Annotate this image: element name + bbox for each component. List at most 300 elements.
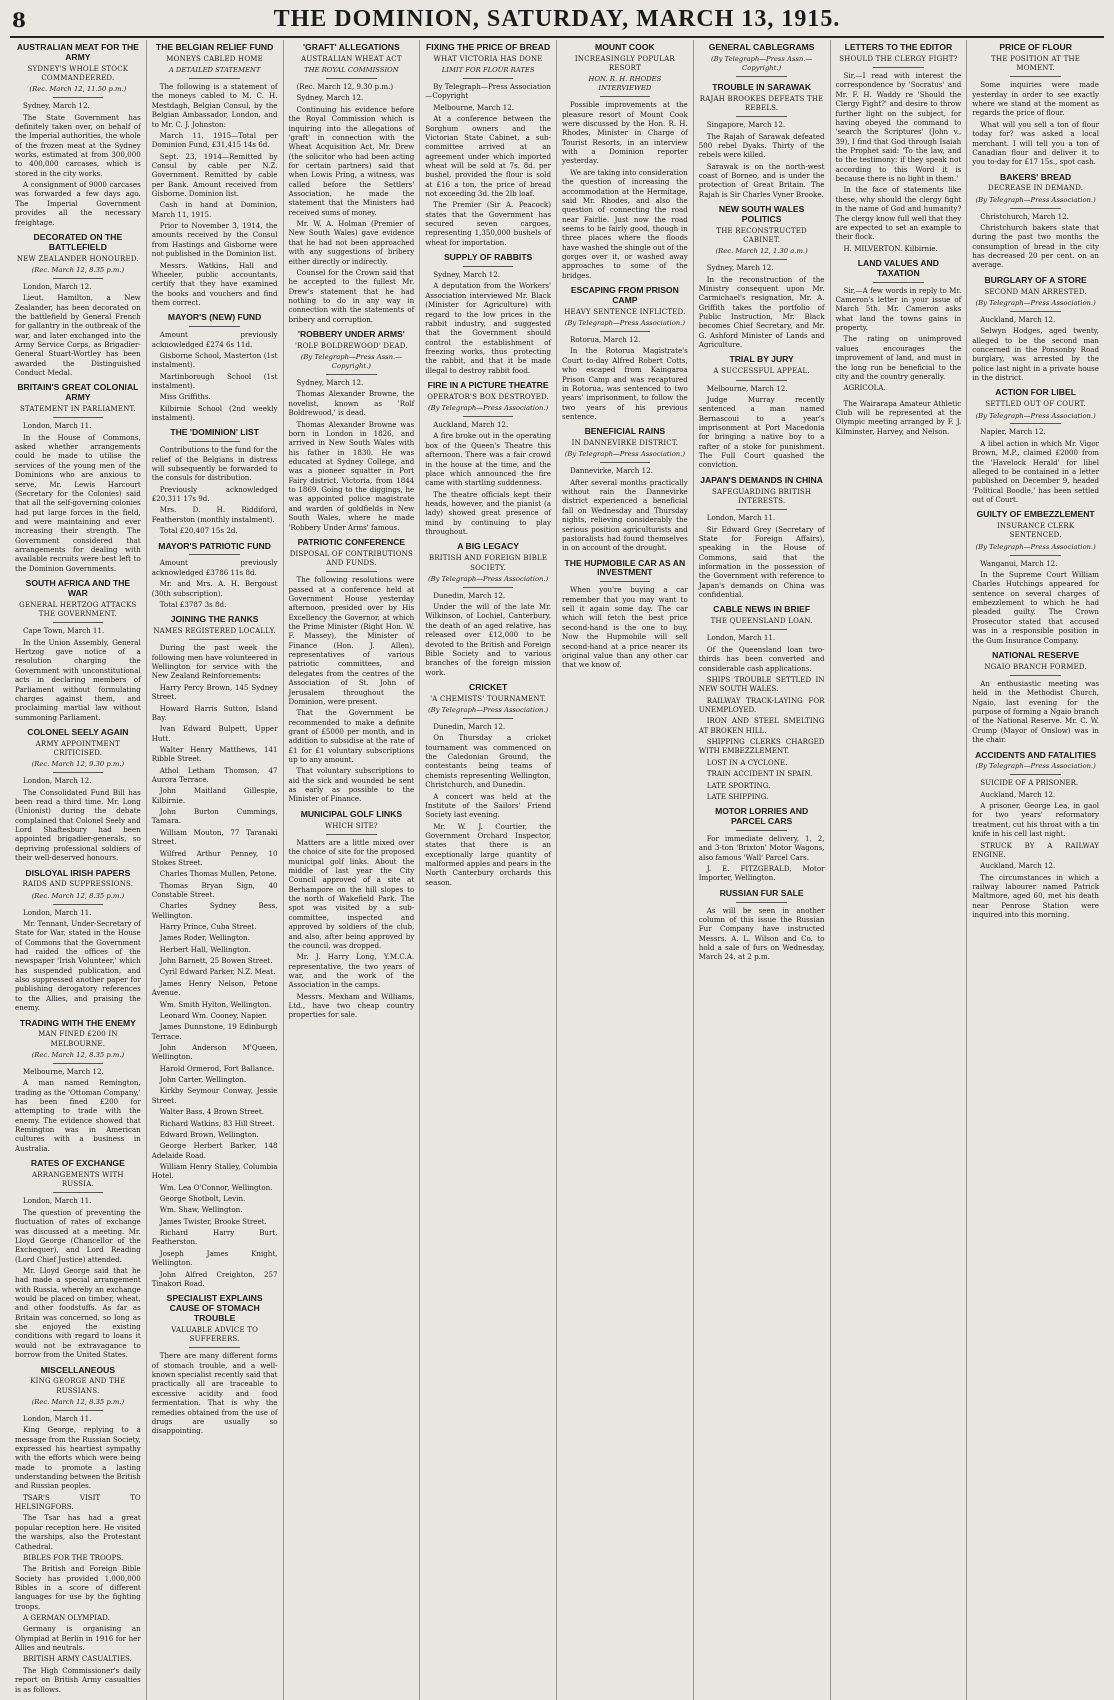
article-headline: LAND VALUES AND TAXATION — [857, 257, 939, 278]
article-paragraph: Contributions to the fund for the relief of the Belgians in distress will subsequently be forwarded to the consuls for distribution. — [151, 445, 278, 483]
article — [562, 559, 688, 670]
article-paragraph: Edward Brown, Wellington. — [159, 1129, 259, 1139]
article-headline: FIRE IN A PICTURE THEATRE — [427, 380, 549, 391]
headline-rule — [53, 1192, 103, 1193]
article-headline: NATIONAL RESERVE — [992, 649, 1080, 660]
article-headline: BAKERS' BREAD — [999, 171, 1072, 182]
article-headline: DECORATED ON THE BATTLEFIELD — [33, 231, 123, 252]
article-paragraph: Melbourne, March 12. — [706, 383, 788, 393]
article-subheadline: SETTLED OUT OF COURT. — [985, 400, 1086, 409]
article — [425, 542, 551, 677]
article-paragraph: James Dunnstone, 19 Edinburgh Terrace. — [151, 1022, 278, 1041]
headline-rule — [1010, 423, 1061, 424]
article-paragraph: The following resolutions were passed at a conference held at Government House yesterday afternoon, presided over by His Excellency the Governor, at which the Prime Minister (Right Hon. W. F. Massey), the Minister of Finance (Hon. J. Allen), representatives of various patriotic committees, and delegates from the centres of the Association of St. John of Jerusalem throughout the Dominion, were present. — [288, 575, 415, 706]
article-paragraph: Leonard Wm. Cooney, Napier. — [159, 1010, 268, 1020]
article-dateline: (By Telegraph—Press Association.) — [975, 298, 1096, 307]
article-paragraph: Walter Bass, 4 Brown Street. — [159, 1107, 264, 1117]
article-paragraph: George Shotbolt, Levin. — [159, 1194, 246, 1204]
article-subheadline: WHAT VICTORIA HAS DONE — [433, 54, 543, 63]
article-paragraph: In the face of statements like these, why should the clergy fight in the name of God and humanity? The clergy know full well that they are expected to set an example to their flock. — [835, 185, 962, 242]
article-paragraph: A man named Remington, trading as the 'Ottoman Company,' has been fined £200 for attempting to trade with the enemy. The evidence showed that Remington was in American cultures with a business in Australia. — [15, 1078, 141, 1153]
article-paragraph: In the Union Assembly, General Hertzog gave notice of a resolution charging the Government with unconstitutional acts in declaring members of Parliament without formulating charges against them, and proclaiming martial law without summoning Parliament. — [15, 637, 141, 722]
article — [152, 43, 278, 307]
article-paragraph: Mr. and Mrs. A. H. Bergoust (30th subscription). — [151, 579, 278, 598]
article — [836, 399, 962, 436]
article-headline: NEW SOUTH WALES POLITICS — [718, 204, 805, 224]
article-paragraph: Charles Sydney Bess, Wellington. — [151, 901, 278, 920]
columns — [10, 40, 1104, 1694]
article-headline: ESCAPING FROM PRISON CAMP — [570, 285, 679, 305]
article-paragraph: Harry Percy Brown, 145 Sydney Street. — [151, 682, 278, 702]
headline-rule — [326, 571, 376, 572]
article-paragraph: On Thursday a cricket tournament was commenced on the Caledonian Ground, the contestants being teams of chemists representing Wellington, Christchurch, and Dunedin. — [425, 733, 551, 790]
article — [15, 728, 141, 863]
article-paragraph: Sir Edward Grey (Secretary of State for Foreign Affairs), speaking in the House of Commons, said that the information in the possession of the Government with reference to Japan's demands on China was confidential. — [698, 524, 825, 600]
article-paragraph: RAILWAY TRACK-LAYING FOR UNEMPLOYED. — [698, 695, 825, 714]
headline-rule — [600, 581, 650, 582]
article-paragraph: SHIPPING CLERKS CHARGED WITH EMBEZZLEMENT. — [698, 737, 825, 756]
article-paragraph: As will be seen in another column of this issue the Russian Fur Company have instructed Messrs. A. L. Wilson and Co. to hold a sale of furs on Wednesday, March 24, at 2 p.m. — [698, 905, 825, 962]
article-subheadline: NAMES REGISTERED LOCALLY. — [153, 627, 276, 636]
article-paragraph: In the reconstruction of the Ministry consequent upon Mr. Carmichael's resignation, Mr. A. Griffith takes the portfolio of Public Instruction, Mr. Black becomes Chief Secretary, and Mr. G. Ashford Minister of Lands and Agriculture. — [698, 274, 825, 350]
article-paragraph: Sydney, March 12. — [433, 270, 500, 280]
article-paragraph: Wm. Lea O'Connor, Wellington. — [159, 1182, 273, 1192]
article-dateline: (By Telegraph—Press Association.) — [428, 404, 549, 413]
column-5 — [557, 40, 694, 1700]
article-headline: SUPPLY OF RABBITS — [443, 252, 533, 263]
article-paragraph: Total £20,407 15s 2d. — [159, 526, 238, 536]
article-subheadline: SHOULD THE CLERGY FIGHT? — [839, 54, 958, 63]
headline-rule — [189, 78, 239, 79]
article-paragraph: Messrs. Watkins, Hall and Wheeler, public accountants, certify that they have examined the books and vouchers and find them correct. — [151, 260, 278, 307]
article-headline: ACCIDENTS AND FATALITIES — [975, 749, 1097, 760]
article-paragraph: John Anderson M'Queen, Wellington. — [151, 1043, 278, 1062]
article-subheadline: THE RECONSTRUCTED CABINET. — [716, 226, 807, 245]
article-paragraph: Some inquiries were made yesterday in order to see exactly where we stand at the moment as regards the price of flour. — [972, 80, 1099, 118]
article-subheadline: SYDNEY'S WHOLE STOCK COMMANDEERED. — [27, 64, 129, 82]
article-paragraph: Melbourne, March 12. — [433, 102, 514, 112]
article — [15, 869, 141, 1013]
article-paragraph: Harold Ormerod, Fort Ballance. — [159, 1063, 275, 1073]
article-paragraph: Rotorua, March 12. — [570, 335, 641, 345]
article-headline: THE 'DOMINION' LIST — [170, 427, 259, 438]
article-paragraph: Joseph James Knight, Wellington. — [151, 1248, 278, 1268]
article — [152, 542, 278, 610]
article-paragraph: The Rajah of Sarawak defeated 500 rebel Dyaks. Thirty of the rebels were killed. — [698, 131, 825, 160]
article-paragraph: LATE SPORTING. — [706, 780, 771, 790]
article-dateline: (By Telegraph—Press Association.) — [428, 574, 549, 583]
article — [699, 43, 825, 77]
article-paragraph: Possible improvements at the pleasure resort of Mount Cook were discussed by the Hon. R. H. Rhodes, Minister in Charge of Tourist Resorts, in an interview with a Dominion reporter yesterday. — [562, 100, 688, 166]
article — [289, 330, 415, 532]
article-paragraph: By Telegraph—Press Association—Copyright — [425, 82, 551, 101]
article-subheadline: THE QUEENSLAND LOAN. — [710, 617, 813, 626]
article-headline: PATRIOTIC CONFERENCE — [297, 536, 406, 547]
article-headline: PRICE OF FLOUR — [999, 42, 1072, 52]
article — [15, 1159, 141, 1359]
article-paragraph: London, March 11. — [23, 421, 92, 431]
article-dateline: (Rec. March 12, 1.30 a.m.) — [715, 247, 808, 256]
article — [15, 1366, 141, 1694]
article-paragraph: BIBLES FOR THE TROOPS. — [23, 1552, 124, 1562]
article-paragraph: A consignment of 9000 carcases was forwarded a few days ago. The Imperial Government provides all the necessary freightage. — [15, 180, 141, 227]
article-headline: 'GRAFT' ALLEGATIONS — [303, 42, 400, 52]
article-paragraph: The theatre officials kept their heads, however, and the pianist (a lady) showed great presence of mind by continuing to play throughout. — [425, 489, 551, 537]
article-subheadline: GENERAL HERTZOG ATTACKS THE GOVERNMENT. — [19, 600, 137, 619]
article-paragraph: London, March 11. — [23, 907, 92, 917]
headline-rule — [53, 1063, 103, 1064]
headline-rule — [53, 278, 103, 279]
article-paragraph: STRUCK BY A RAILWAY ENGINE. — [972, 840, 1099, 859]
article-headline: MOTOR LORRIES AND PARCEL CARS — [715, 806, 809, 827]
headline-rule — [463, 587, 513, 588]
article-paragraph: London, March 11. — [23, 1413, 92, 1423]
article — [972, 651, 1099, 745]
article-headline: 'ROBBERY UNDER ARMS' — [297, 329, 405, 340]
headline-rule — [326, 834, 376, 835]
article-dateline: (Rec. March 12, 8.35 p.m.) — [31, 1397, 125, 1406]
article-paragraph: Wilfred Arthur Penney, 10 Stokes Street. — [151, 848, 278, 867]
article — [289, 538, 415, 804]
article-paragraph: The Consolidated Fund Bill has been read a third time. Mr. Long (Unionist) during the debate complained that Colonel Seely and Lord Shaftesbury had been appointed brigadier-generals, so depriving professional soldiers of their well-deserved honours. — [15, 787, 141, 863]
headline-rule — [1010, 208, 1061, 209]
article-paragraph: The British and Foreign Bible Society has provided 1,000,000 Bibles in a score of different languages for use by the fighting troops. — [15, 1564, 141, 1611]
article-paragraph: AGRICOLA. — [843, 383, 886, 393]
article-dateline: THE ROYAL COMMISSION — [304, 66, 399, 75]
article-subheadline: KING GEORGE AND THE RUSSIANS. — [30, 1377, 126, 1395]
article-paragraph: Sydney, March 12. — [706, 263, 774, 273]
article-headline: RATES OF EXCHANGE — [30, 1158, 125, 1169]
article-paragraph: James Henry Nelson, Petone Avenue. — [151, 978, 278, 998]
article-headline: MUNICIPAL GOLF LINKS — [300, 808, 403, 819]
article-paragraph: IRON AND STEEL SMELTING AT BROKEN HILL. — [698, 716, 825, 735]
article-headline: THE HUPMOBILE CAR AS AN INVESTMENT — [564, 557, 686, 578]
article-paragraph: Amount previously acknowledged £274 6s 11d. — [151, 330, 278, 349]
article-paragraph: Sir,—A few words in reply to Mr. Cameron's letter in your issue of March 5th. Mr. Cameron asks what land the towns gains in property. — [835, 285, 962, 333]
article-headline: COLONEL SEELY AGAIN — [27, 726, 129, 737]
article-paragraph: Mr. W. J. Courtier, the Government Orchard Inspector, states that there is an exceptionally large quantity of malformed apples and pears in the North Canterbury orchards this season. — [425, 821, 551, 887]
headline-rule — [1010, 774, 1061, 775]
article-paragraph: Howard Harris Sutton, Island Bay. — [151, 703, 278, 722]
article-dateline: (By Telegraph—Press Association.) — [564, 319, 685, 328]
article-paragraph: William Mouton, 77 Taranaki Street. — [151, 827, 278, 847]
article-paragraph: Thomas Alexander Browne was born in London in 1826, and arrived in New South Wales with his father in 1830. He was educated at Sydney College, and was a pioneer squatter in Port Fairy district, Victoria, from 1844 to 1869. Going to the diggings, he was appointed police magistrate and warden of goldfields in New South Wales, where he made 'Robbery Under Arms' famous. — [288, 419, 415, 532]
article-subheadline: SECOND MAN ARRESTED. — [984, 287, 1087, 296]
article-paragraph: Auckland, March 12. — [980, 314, 1056, 324]
article-paragraph: Sydney, March 12. — [23, 101, 90, 111]
article-headline: JAPAN'S DEMANDS IN CHINA — [700, 474, 823, 485]
article-paragraph: Mr. J. Harry Long, Y.M.C.A. representative, the two years of war, and the work of the Association in the camps. — [288, 952, 415, 990]
article-dateline: (By Telegraph—Press Assn.—Copyright.) — [711, 54, 813, 72]
article-paragraph: An enthusiastic meeting was held in the Methodist Church, Ngaio, last evening for the purpose of forming a Ngaio branch of the National Reserve. Mr. C. W. Crump (Mayor of Onslow) was in the chair. — [972, 679, 1099, 745]
article-dateline: (Rec. March 12, 9.30 p.m.) — [31, 760, 125, 769]
article-headline: DISLOYAL IRISH PAPERS — [25, 867, 131, 878]
article — [836, 259, 962, 393]
article-paragraph: For immediate delivery, 1, 2, and 3-ton 'Brixton' Motor Wagons, also famous 'Wall' Parcel Cars. — [698, 833, 825, 862]
article-paragraph: Sept. 23, 1914—Remitted by Consul by cable per N.Z. Government. Remitted by cable per Bank. Amount received from Gisborne. Dominion list. — [151, 151, 278, 199]
article-paragraph: John Alfred Creighton, 257 Tinakori Road. — [151, 1269, 278, 1288]
article-subheadline: A SUCCESSFUL APPEAL. — [713, 367, 810, 376]
article-paragraph: What will you sell a ton of flour today for? was asked a local merchant. I will tell you a ton of Canadian flour and deliver it to you to-day for £17 15s., spot cash. — [972, 119, 1099, 167]
article — [152, 428, 278, 535]
article — [699, 807, 825, 883]
article-paragraph: Christchurch, March 12. — [980, 211, 1069, 221]
headline-rule — [53, 904, 103, 905]
column-6 — [694, 40, 831, 1700]
article-headline: CABLE NEWS IN BRIEF — [713, 604, 811, 615]
article-paragraph: James Roder, Wellington. — [159, 933, 250, 943]
article — [699, 889, 825, 962]
column-4 — [420, 40, 557, 1700]
column-8 — [967, 40, 1104, 1700]
article — [289, 43, 415, 324]
article-paragraph: Cash in hand at Dominion, March 11, 1915. — [151, 200, 278, 219]
article-paragraph: Lieut. Hamilton, a New Zealander, has been decorated on the battlefield by General French for gallantry in the outbreak of the war, and later exchanged into the Army Service Corps, as Brigadier-General Stuart-Wortley has been awarded the Distinguished Conduct Medal. — [15, 293, 141, 378]
article-paragraph: Cyril Edward Parker, N.Z. Meat. — [159, 967, 276, 977]
article-dateline: (Rec. March 12, 8.35 p.m.) — [31, 265, 125, 274]
article — [972, 276, 1099, 383]
headline-rule — [326, 374, 376, 375]
article-paragraph: Judge Murray recently sentenced a man named Bernascoui to a year's imprisonment at Port Macedonia for bringing a native boy to a rafter of a stoke for punishment. The Full Court quashed the conviction. — [698, 394, 825, 470]
article-headline: BRITAIN'S GREAT COLONIAL ARMY — [17, 382, 139, 403]
article-paragraph: Kilbirnie School (2nd weekly instalment). — [151, 403, 278, 423]
article-headline: SOUTH AFRICA AND THE WAR — [25, 578, 131, 599]
article-paragraph: Counsel for the Crown said that he accepted to the fullest Mr. Drew's statement that he had nothing to do in any way in connection with the statements of bribery and corruption. — [288, 267, 415, 324]
article-paragraph: Richard Harry Burt, Featherston. — [151, 1228, 278, 1247]
masthead — [10, 6, 1104, 38]
headline-rule — [600, 462, 650, 463]
article-headline: ACTION FOR LIBEL — [995, 387, 1076, 398]
article-paragraph: London, March 11. — [23, 1196, 92, 1206]
article-paragraph: Martinborough School (1st instalment). — [151, 371, 278, 391]
article-paragraph: There are many different forms of stomach trouble, and a well-known specialist recently said that practically all are traceable to excessive acidity and food fermentation. That is why the remedies obtained from the use of drugs are usually so disappointing. — [151, 1351, 278, 1436]
article-headline: A BIG LEGACY — [457, 541, 519, 552]
article — [152, 1294, 278, 1435]
article-paragraph: Dannevirke, March 12. — [570, 466, 653, 476]
headline-rule — [53, 97, 103, 98]
article-paragraph: Christchurch bakers state that during the past two months the consumption of bread in the city has decreased 20 per cent. on an average. — [972, 223, 1099, 270]
headline-rule — [189, 441, 239, 442]
article-dateline: A DETAILED STATEMENT — [168, 66, 261, 75]
article-paragraph: Gisborne School, Masterton (1st instalment). — [151, 350, 278, 370]
headline-rule — [736, 830, 786, 831]
article-paragraph: Auckland, March 12. — [980, 789, 1056, 799]
article-paragraph: John Barnett, 25 Bowen Street. — [159, 956, 273, 966]
article-headline: BURGLARY OF A STORE — [984, 274, 1087, 285]
article-paragraph: March 11, 1915—Total per Dominion Fund, £31,415 14s 6d. — [151, 130, 278, 150]
article-headline: GENERAL CABLEGRAMS — [708, 42, 815, 52]
headline-rule — [53, 622, 103, 623]
article-headline: SPECIALIST EXPLAINS CAUSE OF STOMACH TROUBLE — [166, 1293, 263, 1324]
article-headline: FIXING THE PRICE OF BREAD — [426, 42, 551, 52]
article-headline: TRIAL BY JURY — [729, 354, 794, 365]
article — [836, 43, 962, 253]
article-paragraph: Mr. W. A. Holman (Premier of New South Wales) gave evidence that he had not been approached with any suggestions of bribery either directly or indirectly. — [288, 219, 415, 266]
article-paragraph: Wanganui, March 12. — [980, 558, 1058, 568]
article-paragraph: The question of preventing the fluctuation of rates of exchange was discussed at a meeting. Mr. Lloyd George (Chancellor of the Exchequer), and Lord Reading (Lord Chief Justice) attended. — [15, 1207, 141, 1264]
article-subheadline: INCREASINGLY POPULAR RESORT — [574, 54, 675, 73]
page-number: 8 — [12, 8, 26, 32]
article-paragraph: Dunedin, March 12. — [433, 590, 506, 600]
article-subheadline: VALUABLE ADVICE TO SUFFERERS. — [171, 1325, 259, 1344]
article-paragraph: The Tsar has had a great popular reception here. He visited the warships, also the Protestant Cathedral. — [15, 1513, 141, 1551]
article — [699, 355, 825, 469]
article-paragraph: A concert was held at the Institute of the Sailors' Friend Society last evening. — [425, 791, 551, 820]
headline-rule — [873, 67, 923, 68]
article-paragraph: The rating on unimproved values encourages the improvement of land, and must in the long run be beneficial to the city and the country generally. — [835, 334, 962, 381]
article-paragraph: Napier, March 12. — [980, 427, 1046, 437]
article-paragraph: London, March 12. — [23, 281, 92, 291]
article — [289, 810, 415, 1020]
headline-rule — [326, 78, 376, 79]
headline-rule — [736, 902, 786, 903]
article-headline: MAYOR'S (NEW) FUND — [167, 312, 262, 323]
article-paragraph: Thomas Alexander Browne, the novelist, known as 'Rolf Boldrewood,' is dead. — [288, 389, 415, 418]
article-paragraph: LATE SHIPPING. — [706, 791, 769, 801]
article-headline: GUILTY OF EMBEZZLEMENT — [976, 509, 1095, 520]
article-paragraph: Thomas Bryan Sign, 40 Constable Street. — [151, 880, 278, 899]
article-paragraph: Sydney, March 12. — [296, 93, 364, 103]
article — [15, 43, 141, 227]
article — [972, 510, 1099, 645]
article-paragraph: Mr. Lloyd George said that he had made a special arrangement with Russia, whereby an exchange would be placed on timber, wheat, and other foodstuffs. As far as Britain was concerned, so long as she enjoyed the existing conditions with regard to loans it would not be extravagance to borrow from the United States. — [15, 1265, 141, 1360]
article-headline: CRICKET — [469, 681, 508, 692]
article-paragraph: King George, replying to a message from the Russian Society, expressed his heartiest sympathy with the efforts which were being made to promote a lasting understanding between the British and Russian peoples. — [15, 1425, 141, 1491]
article-headline: TRADING WITH THE ENEMY — [19, 1017, 136, 1028]
article-subheadline: THE POSITION AT THE MOMENT. — [991, 54, 1081, 73]
article-subheadline: STATEMENT IN PARLIAMENT. — [19, 405, 136, 414]
article-headline: THE BELGIAN RELIEF FUND — [155, 42, 274, 52]
article-paragraph: The High Commissioner's daily report on British Army casualties is as follows. — [15, 1665, 141, 1694]
article-paragraph: Messrs. Mexham and Williams, Ltd., have two cheap country properties for sale. — [288, 991, 415, 1020]
article-paragraph: After several months practically without rain the Dannevirke district experienced a beneficial fall on Wednesday and Thursday nights, relieving considerably the serious position agriculturists and pastoralists had found themselves in on account of the drought. — [562, 477, 688, 553]
column-1 — [10, 40, 147, 1700]
article-headline: AUSTRALIAN MEAT FOR THE ARMY — [16, 42, 139, 62]
headline-rule — [736, 76, 786, 77]
article-paragraph: At a conference between the Sorghum owners and the Victorian State Cabinet, a sub-committee arrived at an agreement under which imported wheat will be sold at 7s. 8d. per bushel, provided the flour is sold at £16 a ton, the price of bread not exceeding 3d. the 2lb loaf. — [425, 114, 551, 199]
article — [699, 205, 825, 349]
headline-rule — [600, 96, 650, 97]
headline-rule — [1010, 76, 1061, 77]
article-paragraph: Under the will of the late Mr. Wilkinson, of Lochiel, Canterbury, the death of an aged relative, has released over £12,000 to be devoted to the British and Foreign Bible Society and to various branches of the foreign mission work. — [425, 602, 551, 677]
article-subheadline: IN DANNEVIRKE DISTRICT. — [571, 439, 679, 448]
article-subheadline: DECREASE IN DEMAND. — [988, 184, 1084, 193]
article-paragraph: George Herbert Barker, 148 Adelaide Road. — [151, 1141, 278, 1160]
article-paragraph: A deputation from the Workers' Association interviewed Mr. Black (Minister for Agriculture) with regard to the low prices in the rabbit industry, and suggested that the Government should control the establishment of freezing works, thus protecting the rabbit, and that it be made illegal to destroy rabbit food. — [425, 281, 551, 375]
article — [562, 43, 688, 280]
article-headline: BENEFICIAL RAINS — [584, 426, 666, 437]
article-paragraph: Of the Queensland loan two-thirds has been converted and considerable cash applications. — [698, 644, 825, 673]
article-paragraph: John Carter, Wellington. — [159, 1075, 247, 1085]
article-paragraph: Miss Griffiths. — [159, 392, 211, 402]
article-headline: MISCELLANEOUS — [40, 1364, 116, 1375]
article-headline: MAYOR'S PATRIOTIC FUND — [158, 540, 271, 551]
article-paragraph: Singapore, March 12. — [706, 120, 786, 130]
article-subheadline: WHICH SITE? — [324, 821, 378, 830]
article-dateline: (By Telegraph—Press Association.) — [975, 762, 1096, 771]
article-subheadline: RAIDS AND SUPPRESSIONS. — [22, 880, 134, 889]
article-paragraph: Ivan Edward Bulpett, Upper Hutt. — [151, 724, 278, 743]
article-paragraph: Sir,—I read with interest the correspondence by 'Socratus' and Mr. F. H. Waddy re 'Should the Clergy Fight?' and desire to throw further light on the subject, for having obeyed the command to 'search the Scriptures' (John v., 39), I find that God through Isaiah the Prophet said: 'To the law, and to the testimony: if they speak not according to this Word it is because there is no light in them.' — [835, 71, 962, 184]
article-paragraph: Mrs. D. H. Riddiford, Featherston (monthly instalment). — [151, 505, 278, 524]
headline-rule — [53, 772, 103, 773]
headline-rule — [1010, 555, 1061, 556]
article — [15, 233, 141, 378]
article-paragraph: Prior to November 3, 1914, the amounts received by the Consul from Hastings and Gisborne were not published in the Dominion list. — [151, 221, 278, 259]
article-paragraph: A fire broke out in the operating box of the Queen's Theatre this afternoon. There was a fair crowd in the house at the time, and the place which announced the fire came with startling suddenness. — [425, 431, 551, 488]
article-paragraph: Previously acknowledged £20,311 17s 9d. — [151, 484, 278, 504]
article-paragraph: Dunedin, March 12. — [433, 722, 506, 732]
article-dateline: (Rec. March 12, 11.50 p.m.) — [29, 85, 127, 94]
article-paragraph: Richard Watkins, 83 Hill Street. — [159, 1118, 275, 1128]
article-paragraph: J. E. FITZGERALD, Motor Importer, Wellington. — [698, 864, 825, 883]
article-paragraph: Mr. Tennant, Under-Secretary of State for War, stated in the House of Commons that the Government had raided the offices of the newspaper 'Irish Volunteer,' which has suspended publication, and also suppressed another paper for publishing derogatory references to the Allies, and praising the enemy. — [15, 918, 141, 1013]
article-paragraph: SUICIDE OF A PRISONER. — [980, 778, 1079, 788]
article — [699, 605, 825, 801]
article-paragraph: Auckland, March 12. — [433, 420, 509, 430]
article — [562, 427, 688, 552]
article-paragraph: Melbourne, March 12. — [23, 1066, 104, 1076]
article — [425, 43, 551, 247]
article-paragraph: Sarawak is on the north-west coast of Borneo, and is under the protection of Great Britain. The Rajah is Sir Charles Vyner Brooke. — [698, 161, 825, 199]
headline-rule — [736, 259, 786, 260]
article-paragraph: BRITISH ARMY CASUALTIES. — [23, 1654, 132, 1664]
article-paragraph: During the past week the following men have volunteered in Wellington for service with the New Zealand Reinforcements: — [151, 643, 278, 681]
newspaper-title: THE DOMINION, SATURDAY, MARCH 13, 1915. — [273, 6, 841, 32]
headline-rule — [463, 266, 513, 267]
article-paragraph: John Burton Cummings, Tamara. — [151, 807, 278, 826]
article-subheadline: NEW ZEALANDER HONOURED. — [16, 254, 139, 263]
article-subheadline: AUSTRALIAN WHEAT ACT — [301, 54, 402, 63]
column-7 — [831, 40, 968, 1700]
article-paragraph: London, March 11. — [706, 513, 776, 523]
article — [972, 388, 1099, 504]
article-paragraph: Sydney, March 12. — [296, 378, 364, 388]
article-paragraph: Athol Letham Thomson, 47 Aurora Terrace. — [151, 765, 278, 785]
article-paragraph: LOST IN A CYCLONE. — [706, 757, 788, 767]
article-paragraph: That voluntary subscriptions to aid the sick and wounded be sent as early as possible to the Minister of Finance. — [288, 766, 415, 804]
article-paragraph: A libel action in which Mr. Vigor Brown, M.P., claimed £2000 from the 'Havelock Herald' for libel alleged to be contained in a letter published on December 9, headed 'Political Boodle,' has been settled out of Court. — [972, 438, 1099, 504]
headline-rule — [600, 331, 650, 332]
headline-rule — [736, 116, 786, 117]
article-paragraph: In the Rotorua Magistrate's Court to-day Alfred Robert Cotts, who escaped from Kaingaroa Prison Camp and was recaptured in Rotorua, was sentenced to two years' imprisonment, to follow the two years of his previous sentence. — [562, 346, 688, 421]
article-paragraph: Germany is organising an Olympiad at Berlin in 1916 for her Allies and neutrals. — [15, 1624, 141, 1653]
article-paragraph: Amount previously acknowledged £3786 11s 8d. — [151, 558, 278, 577]
headline-rule — [53, 1410, 103, 1411]
article — [425, 253, 551, 375]
article-dateline: (By Telegraph—Press Association.) — [975, 542, 1096, 551]
article-paragraph: In the Supreme Court William Charles Hutchings appeared for sentence on several charges of embezzlement to which he had pleaded guilty. The Crown Prosecutor stated that accused was in a responsible position in the Gum Insurance Company. — [972, 570, 1099, 645]
article-subheadline: OPERATOR'S BOX DESTROYED. — [427, 392, 549, 401]
headline-rule — [189, 639, 239, 640]
article-paragraph: Selwyn Hodges, aged twenty, alleged to be the second man concerned in the Ponsonby Road burglary, was arrested by the police last night in a private house in the district. — [972, 326, 1099, 383]
article-paragraph: Auckland, March 12. — [980, 861, 1056, 871]
article-dateline: (Rec. March 12, 8.35 p.m.) — [31, 1050, 125, 1059]
article-paragraph: The following is a statement of the moneys cabled to M. C. H. Mestdagh, Belgian Consul, by the Belgian Ambassador, London, and to Mr. C. J. Johnston: — [151, 82, 278, 129]
article-headline: RUSSIAN FUR SALE — [719, 887, 804, 898]
article-subheadline: DISPOSAL OF CONTRIBUTIONS AND FUNDS. — [289, 549, 413, 567]
article-subheadline: BRITISH AND FOREIGN BIBLE SOCIETY. — [428, 554, 548, 572]
article-paragraph: Wm. Shaw, Wellington. — [159, 1205, 243, 1215]
headline-rule — [1010, 675, 1061, 676]
article-paragraph: London, March 12. — [23, 776, 92, 786]
article-subheadline: INSURANCE CLERK SENTENCED. — [996, 522, 1075, 540]
article — [699, 83, 825, 199]
article-subheadline: RAJAH BROOKES DEFEATS THE REBELS. — [699, 94, 824, 112]
article-dateline: (By Telegraph—Press Association.) — [428, 706, 549, 715]
article-paragraph: We are taking into consideration the question of increasing the accommodation at the Hermitage, said Mr. Rhodes, and also the question of connecting the road near Fairlie. Just now the road seems to be fairly good, though in three places where the floods have washed the shingle out of the gorges over it, or washed away approaches to some of the bridges. — [562, 167, 688, 280]
column-2 — [147, 40, 284, 1700]
